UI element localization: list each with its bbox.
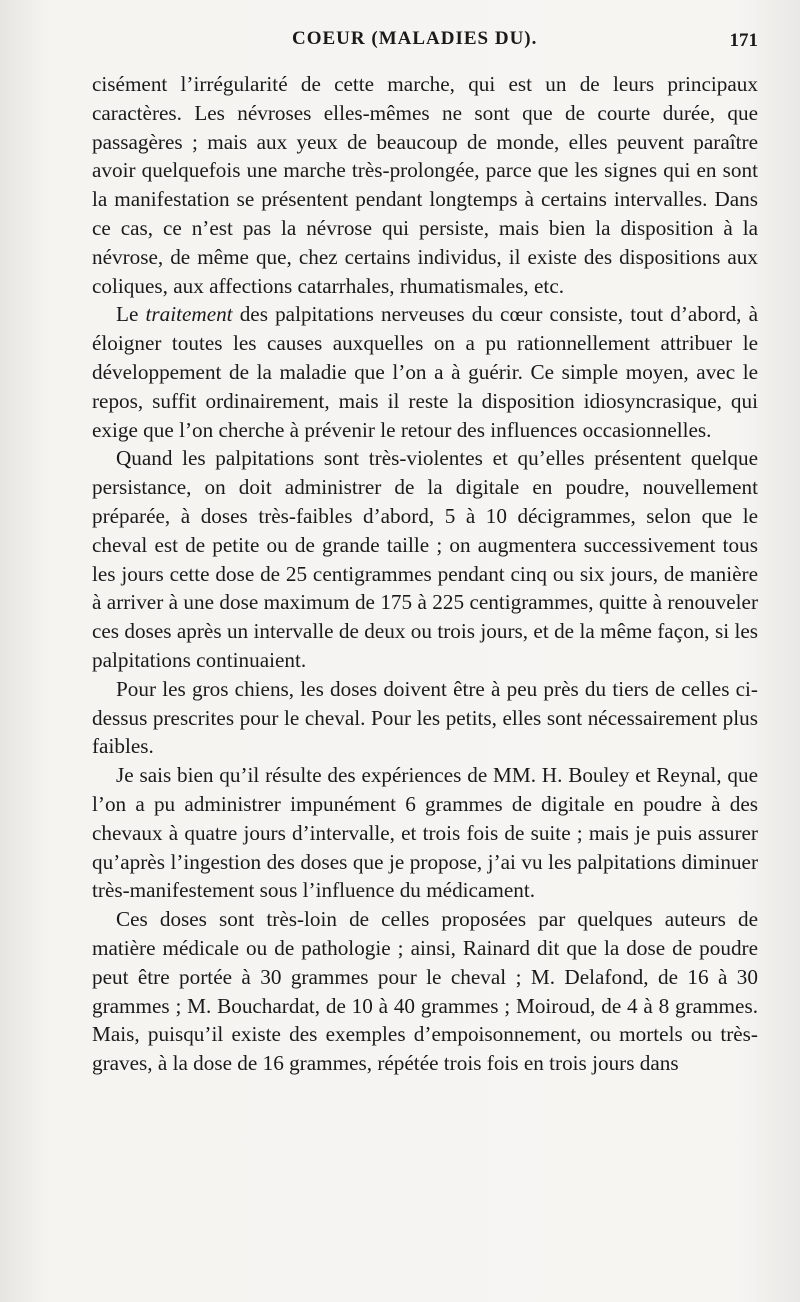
running-head: COEUR (MALADIES DU). xyxy=(292,28,538,49)
paragraph-5: Je sais bien qu’il résulte des expériences de MM. H. Bouley et Reynal, que l’on a pu administrer impunément 6 grammes de digitale en poudre à des chevaux à quatre jours d’intervalle, et trois fois de suite ; mais je puis assurer qu’après l’ingestion des doses que je propose, j’ai vu les palpitations diminuer très-manifestement sous l’influence du médicament. xyxy=(92,763,758,903)
paragraph-3: Quand les palpitations sont très-violentes et qu’elles présentent quelque persistance, on doit administrer de la digitale en poudre, nouvellement préparée, à doses très-faibles d’abord, 5 à 10 décigrammes, selon que le cheval est de petite ou de grande taille ; on augmentera successivement tous les jours cette dose de 25 centigrammes pendant cinq ou six jours, de manière à arriver à une dose maximum de 175 à 225 centigrammes, quitte à renouveler ces doses après un intervalle de deux ou trois jours, et de la même façon, si les palpitations continuaient. xyxy=(92,446,758,672)
body-text xyxy=(92,70,758,1078)
paragraph-6: Ces doses sont très-loin de celles proposées par quelques auteurs de matière médicale ou de pathologie ; ainsi, Rainard dit que la dose de poudre peut être portée à 30 grammes pour le cheval ; M. Delafond, de 16 à 30 grammes ; M. Bouchardat, de 10 à 40 grammes ; Moiroud, de 4 à 8 grammes. Mais, puisqu’il existe des exemples d’empoisonnement, ou mortels ou très-graves, à la dose de 16 grammes, répétée trois fois en trois jours dans xyxy=(92,907,758,1076)
paragraph-1: cisément l’irrégularité de cette marche, qui est un de leurs principaux caractères. Les névroses elles-mêmes ne sont que de courte durée, que passagères ; mais aux yeux de beaucoup de monde, elles peuvent paraître avoir quelquefois une marche très-prolongée, parce que les signes qui en sont la manifestation se présentent pendant longtemps à certains intervalles. Dans ce cas, ce n’est pas la névrose qui persiste, mais bien la disposition à la névrose, de même que, chez certains individus, il existe des dispositions aux coliques, aux affections catarrhales, rhumatismales, etc. xyxy=(92,72,758,298)
paragraph-4: Pour les gros chiens, les doses doivent être à peu près du tiers de celles ci-dessus prescrites pour le cheval. Pour les petits, elles sont nécessairement plus faibles. xyxy=(92,676,758,759)
paragraph-2-start: Le xyxy=(116,302,146,327)
page-number: 171 xyxy=(729,30,758,51)
paragraph-2-emphasis: traitement xyxy=(145,302,233,327)
page-header xyxy=(92,24,758,60)
paragraph-2 xyxy=(92,300,758,444)
paragraph-2-rest: des palpitations nerveuses du cœur consiste, tout d’abord, à éloigner toutes les causes auxquelles on a pu rationnellement attribuer le développement de la maladie que l’on a à guérir. Ce simple moyen, avec le repos, suffit ordinairement, mais il reste la disposition idiosyncrasique, qui exige que l’on cherche à prévenir le retour des influences occasionnelles. xyxy=(92,302,758,442)
